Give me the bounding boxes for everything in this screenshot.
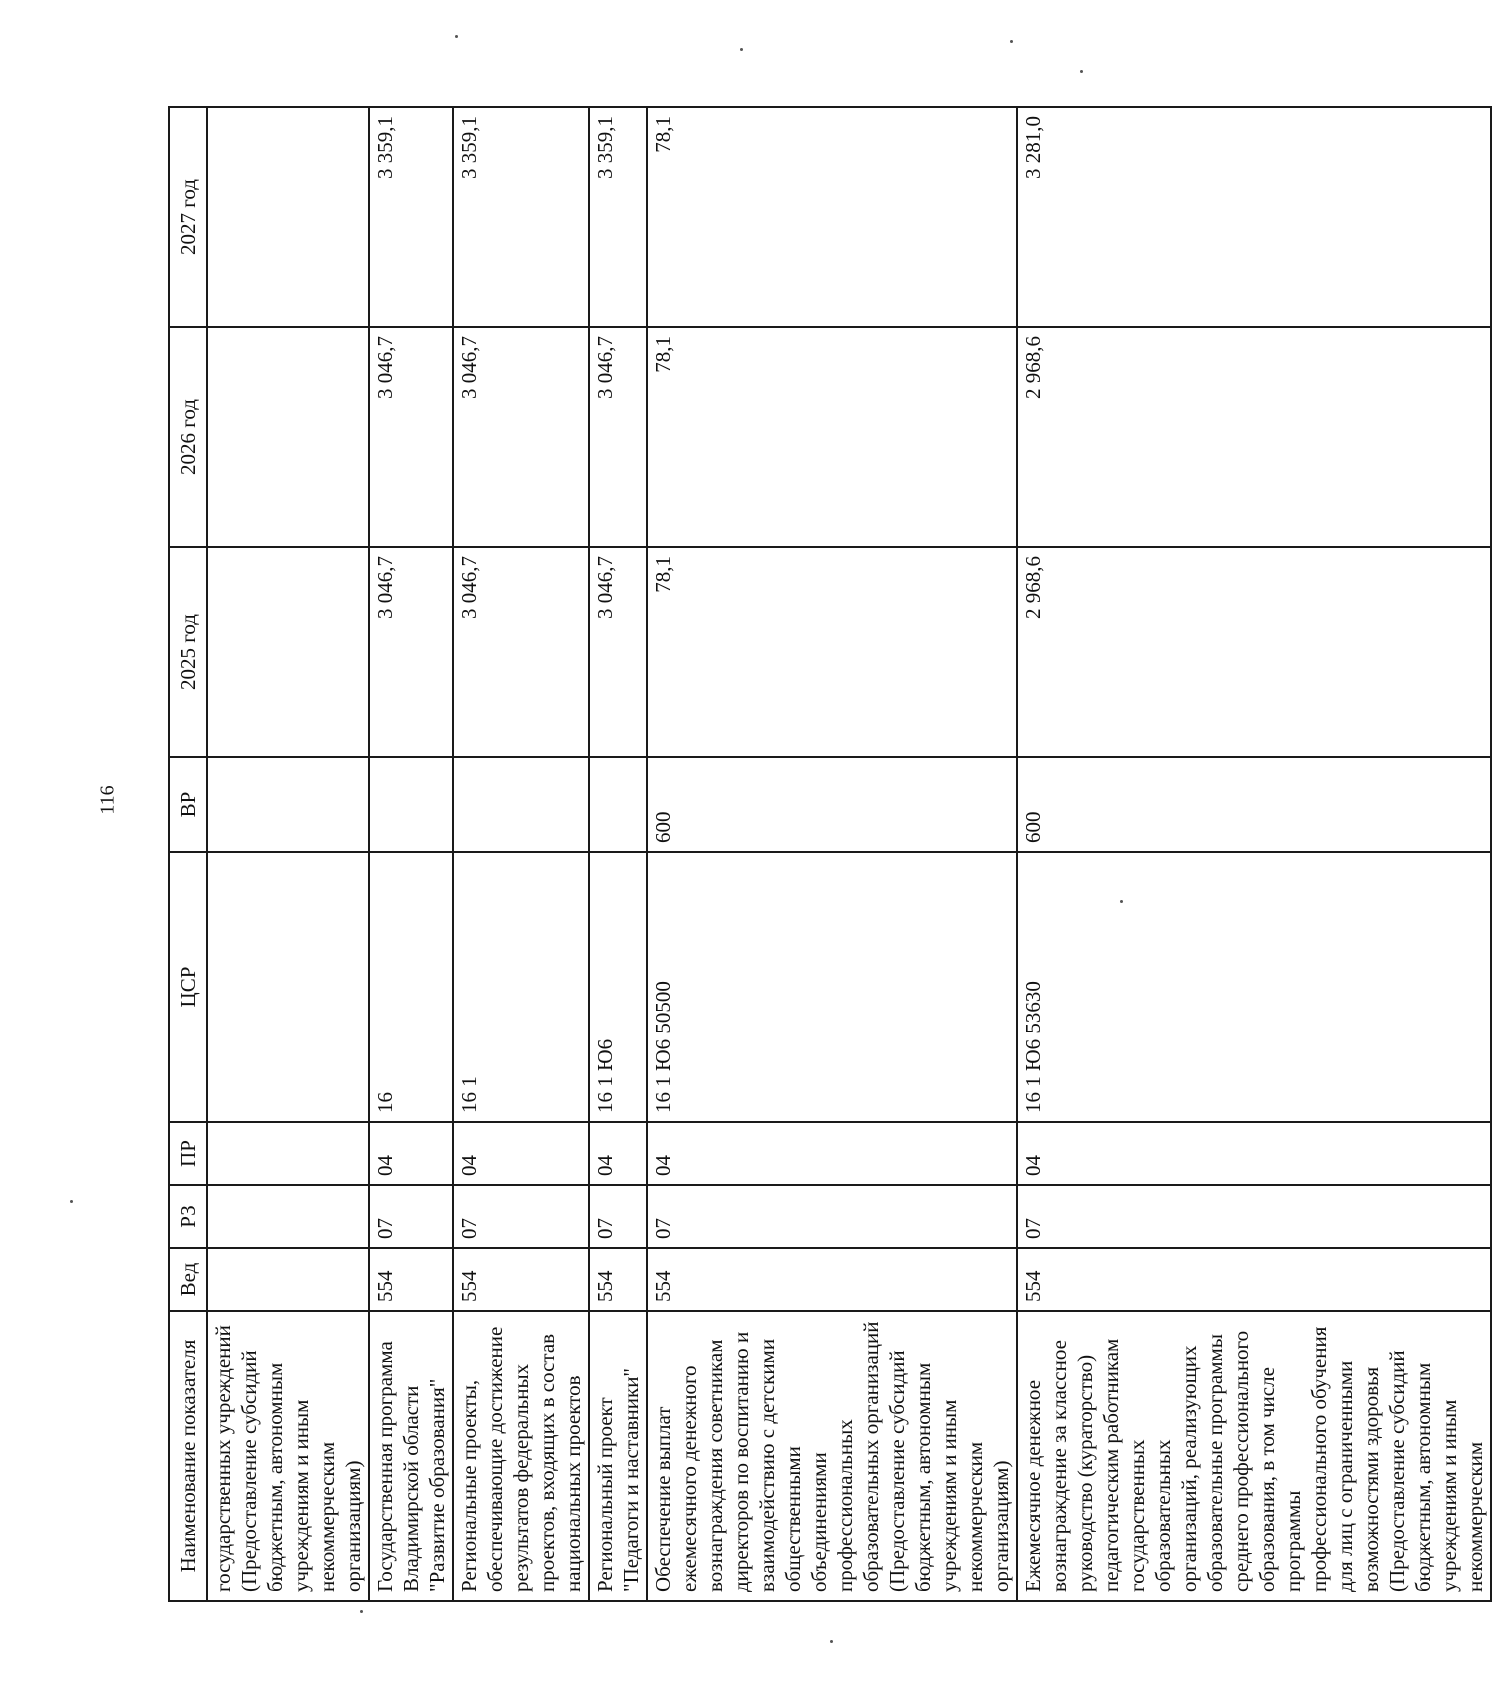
row-2027: 3 359,1 [369,107,453,327]
header-cell: 2025 год [169,547,207,757]
header-cell: 2026 год [169,327,207,547]
row-name: Государственная программа Владимирской области "Развитие образования" [369,1311,453,1601]
row-rz: 07 [589,1185,647,1248]
table-row [453,107,589,1601]
rotated-table-wrapper [168,108,1487,1602]
row-2026: 3 046,7 [453,327,589,547]
row-vr [453,757,589,852]
header-cell: РЗ [169,1185,207,1248]
row-2026 [207,327,369,547]
row-csr: 16 [369,852,453,1122]
row-2025 [207,547,369,757]
row-name: Региональный проект "Педагоги и наставники" [589,1311,647,1601]
row-csr: 16 1 [453,852,589,1122]
scan-speck [455,35,458,38]
row-rz: 07 [647,1185,1017,1248]
scan-speck [1120,900,1123,903]
row-2025: 3 046,7 [369,547,453,757]
scan-speck [1080,70,1083,73]
page-number: 116 [96,785,119,815]
row-name: Обеспечение выплат ежемесячного денежного вознаграждения советникам директоров по воспитанию и взаимодействию с детскими общественными объединениями профессиональных образовательных организаций (Предоставление субсидий бюджетным, автономным учреждениям и иным некоммерческим организациям) [647,1311,1017,1601]
row-ved: 554 [1017,1248,1491,1311]
row-csr [207,852,369,1122]
header-cell: ПР [169,1122,207,1185]
table-row [207,107,369,1601]
row-pr [207,1122,369,1185]
table-row [369,107,453,1601]
row-2025: 2 968,6 [1017,547,1491,757]
budget-table [168,106,1492,1602]
row-rz: 07 [1017,1185,1491,1248]
row-ved [207,1248,369,1311]
row-2026: 3 046,7 [369,327,453,547]
table-row [1017,107,1491,1601]
scan-speck [740,48,743,51]
row-2025: 78,1 [647,547,1017,757]
row-2027: 3 359,1 [453,107,589,327]
row-vr: 600 [647,757,1017,852]
row-pr: 04 [589,1122,647,1185]
row-csr: 16 1 Ю6 50500 [647,852,1017,1122]
scan-speck [1010,40,1013,43]
row-rz: 07 [453,1185,589,1248]
scan-speck [360,1610,363,1613]
row-ved: 554 [589,1248,647,1311]
row-name: Ежемесячное денежное вознаграждение за классное руководство (кураторство) педагогическим работникам государственных образовательных организаций, реализующих образовательные программы среднего профессионального образования, в том числе программы профессионального обучения для лиц с ограниченными возможностями здоровья (Предоставление субсидий бюджетным, автономным учреждениям и иным некоммерческим [1017,1311,1491,1601]
row-vr [589,757,647,852]
row-csr: 16 1 Ю6 [589,852,647,1122]
header-cell: 2027 год [169,107,207,327]
row-ved: 554 [647,1248,1017,1311]
row-2025: 3 046,7 [453,547,589,757]
row-pr: 04 [453,1122,589,1185]
scan-speck [830,1640,833,1643]
table-row [589,107,647,1601]
header-cell: Вед [169,1248,207,1311]
row-csr: 16 1 Ю6 53630 [1017,852,1491,1122]
row-2026: 3 046,7 [589,327,647,547]
row-2027: 3 359,1 [589,107,647,327]
row-vr [207,757,369,852]
table-row [647,107,1017,1601]
row-pr: 04 [647,1122,1017,1185]
row-2027: 78,1 [647,107,1017,327]
row-ved: 554 [369,1248,453,1311]
row-name: государственных учреждений (Предоставление субсидий бюджетным, автономным учреждениям и иным некоммерческим организациям) [207,1311,369,1601]
row-rz: 07 [369,1185,453,1248]
row-pr: 04 [1017,1122,1491,1185]
row-name: Региональные проекты, обеспечивающие достижение результатов федеральных проектов, входящих в состав национальных проектов [453,1311,589,1601]
header-row [169,107,207,1601]
scan-speck [70,1200,73,1203]
row-2026: 2 968,6 [1017,327,1491,547]
row-pr: 04 [369,1122,453,1185]
row-2026: 78,1 [647,327,1017,547]
row-vr: 600 [1017,757,1491,852]
header-cell: ВР [169,757,207,852]
row-rz [207,1185,369,1248]
header-cell: ЦСР [169,852,207,1122]
row-vr [369,757,453,852]
row-ved: 554 [453,1248,589,1311]
row-2027: 3 281,0 [1017,107,1491,327]
header-cell: Наименование показателя [169,1311,207,1601]
row-2027 [207,107,369,327]
row-2025: 3 046,7 [589,547,647,757]
